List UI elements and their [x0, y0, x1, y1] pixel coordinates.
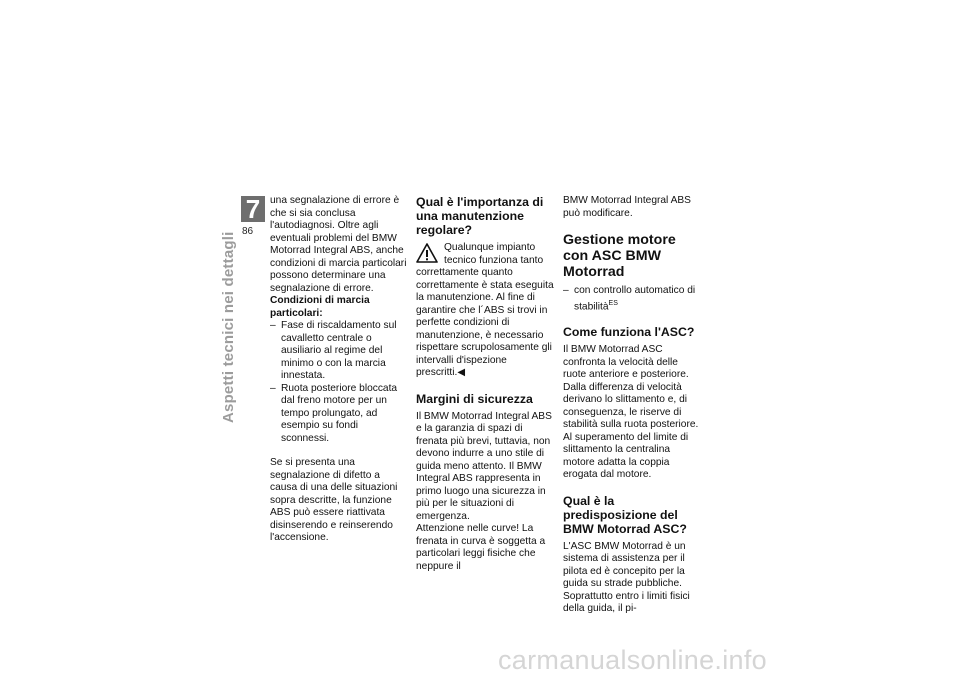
end-of-section-marker: ◀	[457, 367, 466, 378]
list-item: – Ruota posteriore bloccata dal freno motore per un tempo prolungato, ad esempio su fondi sconnessi.	[270, 383, 408, 446]
asc-design-paragraph: L'ASC BMW Motorrad è un sistema di assistenza per il pilota ed è concepito per la guida su strade pubbliche. Soprattutto entro i limiti fisici della guida, il pi-	[563, 540, 690, 615]
column-1	[270, 195, 408, 545]
heading-safety-margins: Margini di sicurezza	[416, 391, 533, 406]
superscript-es: ES	[608, 299, 618, 307]
asc-list	[563, 285, 703, 313]
list-item: – con controllo automatico di stabilità$^{ES}$	[563, 285, 703, 313]
column-2	[416, 195, 554, 573]
heading-asc-design: Qual è la predisposizione del BMW Motorrad ASC?	[563, 493, 687, 536]
asc-function-paragraph: Il BMW Motorrad ASC confronta la velocità delle ruote anteriore e posteriore. Dalla differenza di velocità derivano lo slittamento e, di conseguenza, le riserve di stabilità sulla ruota posteriore. Al superamento del limite di slittamento la centralina motore adatta la coppia erogata dal motore.	[563, 344, 699, 481]
conditions-list	[270, 320, 408, 445]
col1-closing-paragraph: Se si presenta una segnalazione di difetto a causa di una delle situazioni sopra descritte, la funzione ABS può essere riattivata disinserendo e reinserendo l'accensione.	[270, 457, 398, 543]
chapter-number-box: 7	[241, 196, 265, 222]
heading-how-asc-works: Come funziona l'ASC?	[563, 325, 695, 340]
col1-subheading: Condizioni di marcia particolari:	[270, 295, 370, 319]
watermark: carmanualsonline.info	[498, 645, 767, 675]
col1-intro-paragraph: una segnalazione di errore è che si sia conclusa l'autodiagnosi. Oltre agli eventuali problemi del BMW Motorrad Integral ABS, anche condizioni di marcia particolari possono determinare una segnalazione di errore.	[270, 195, 407, 294]
warning-block	[416, 242, 554, 380]
warning-icon	[416, 243, 438, 263]
list-item: – Fase di riscaldamento sul cavalletto centrale o ausiliario al regime del minimo o con la marcia innestata.	[270, 320, 408, 383]
safety-paragraph-2: Attenzione nelle curve! La frenata in curva è soggetta a particolari leggi fisiche che neppure il	[416, 523, 546, 572]
maintenance-text: Qualunque impianto tecnico funziona tanto correttamente quanto correttamente è stata eseguita la manutenzione. Al fine di garantire che l´ABS si trovi in perfette condizioni di manutenzione, è necessario rispettare scrupolosamente gli intervalli d'ispezione prescritti.◀	[416, 242, 554, 378]
col3-continuation: BMW Motorrad Integral ABS può modificare.	[563, 195, 691, 219]
heading-maintenance: Qual è l'importanza di una manutenzione regolare?	[416, 195, 544, 237]
page-number: 86	[242, 226, 254, 237]
heading-asc-management: Gestione motore con ASC BMW Motorrad	[563, 232, 676, 280]
safety-paragraph-1: Il BMW Motorrad Integral ABS e la garanzia di spazi di frenata più brevi, tuttavia, non devono indurre a uno stile di guida meno attento. Il BMW Integral ABS rappresenta in primo luogo una sicurezza in più per le situazioni di emergenza.	[416, 410, 552, 522]
chapter-side-title: Aspetti tecnici nei dettagli	[220, 231, 237, 423]
column-3	[563, 195, 703, 616]
